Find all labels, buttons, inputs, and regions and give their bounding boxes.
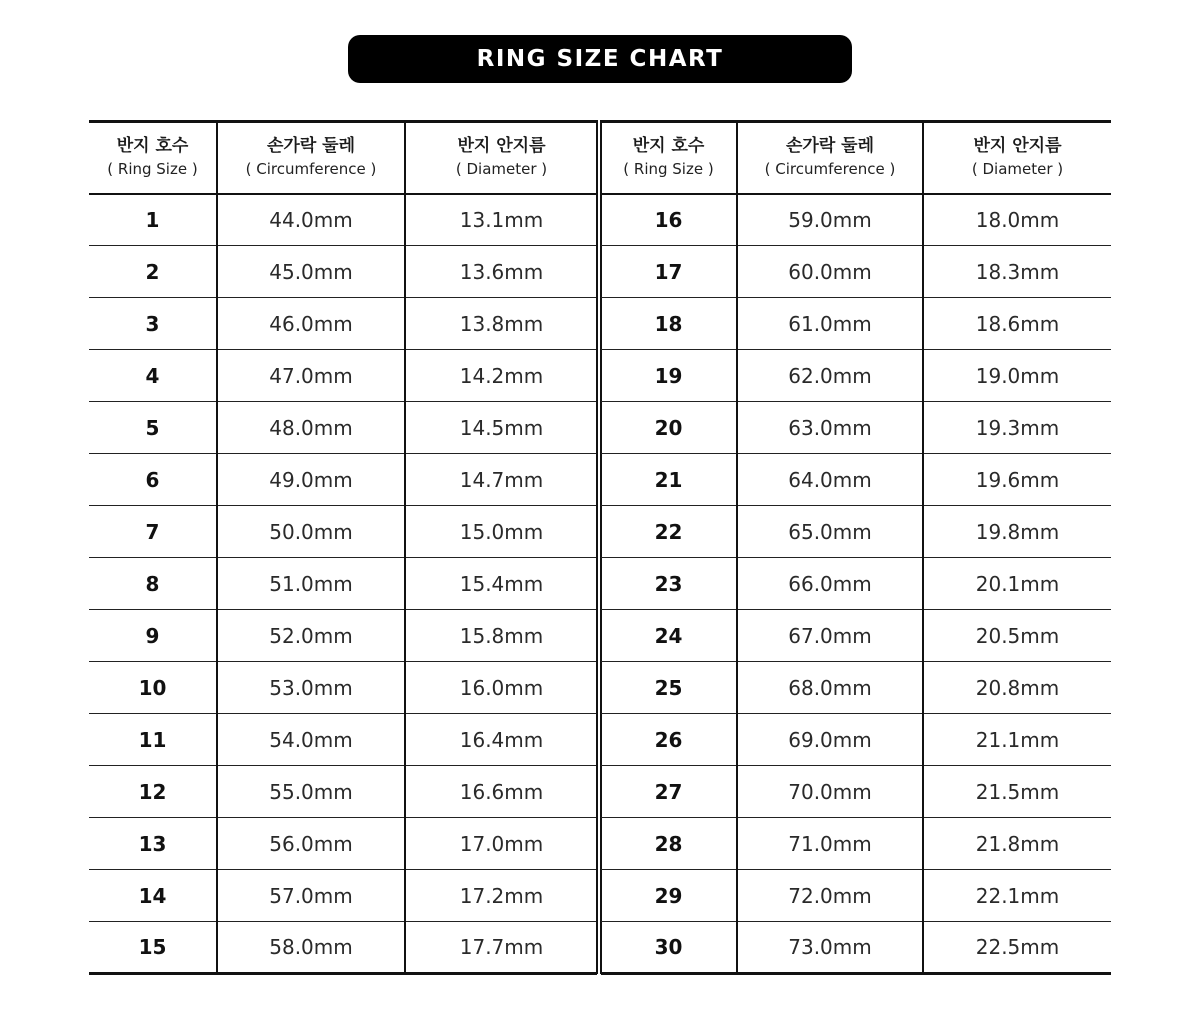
ring-size-cell: 19 xyxy=(601,350,737,402)
diameter-cell: 21.8mm xyxy=(923,818,1111,870)
table-row xyxy=(89,870,597,922)
table-row xyxy=(89,194,597,246)
header-ring-size xyxy=(89,122,217,194)
header-label-ko: 반지 안지름 xyxy=(457,135,546,156)
header-label-ko: 반지 안지름 xyxy=(973,135,1062,156)
table-row xyxy=(601,818,1111,870)
ring-size-cell: 11 xyxy=(89,714,217,766)
diameter-cell: 19.8mm xyxy=(923,506,1111,558)
header-circumference xyxy=(217,122,405,194)
header-label-en: ( Ring Size ) xyxy=(107,159,198,178)
table-row xyxy=(89,558,597,610)
circumference-cell: 62.0mm xyxy=(737,350,923,402)
table-row xyxy=(89,818,597,870)
diameter-cell: 18.6mm xyxy=(923,298,1111,350)
circumference-cell: 59.0mm xyxy=(737,194,923,246)
diameter-cell: 13.8mm xyxy=(405,298,597,350)
diameter-cell: 16.4mm xyxy=(405,714,597,766)
table-row xyxy=(89,922,597,974)
ring-size-cell: 3 xyxy=(89,298,217,350)
table-row xyxy=(89,506,597,558)
circumference-cell: 67.0mm xyxy=(737,610,923,662)
table-row xyxy=(601,454,1111,506)
circumference-cell: 63.0mm xyxy=(737,402,923,454)
circumference-cell: 70.0mm xyxy=(737,766,923,818)
circumference-cell: 60.0mm xyxy=(737,246,923,298)
diameter-cell: 17.7mm xyxy=(405,922,597,974)
ring-size-cell: 10 xyxy=(89,662,217,714)
ring-size-cell: 7 xyxy=(89,506,217,558)
circumference-cell: 57.0mm xyxy=(217,870,405,922)
header-ring-size xyxy=(601,122,737,194)
circumference-cell: 65.0mm xyxy=(737,506,923,558)
page-title: RING SIZE CHART xyxy=(348,35,852,83)
table-row xyxy=(89,610,597,662)
ring-size-cell: 9 xyxy=(89,610,217,662)
circumference-cell: 50.0mm xyxy=(217,506,405,558)
table-row xyxy=(601,350,1111,402)
ring-size-table-left xyxy=(89,120,597,975)
size-table-1-15 xyxy=(89,120,597,975)
diameter-cell: 16.6mm xyxy=(405,766,597,818)
diameter-cell: 15.0mm xyxy=(405,506,597,558)
diameter-cell: 22.1mm xyxy=(923,870,1111,922)
header-label-ko: 반지 호수 xyxy=(632,135,705,156)
table-row xyxy=(89,454,597,506)
ring-size-cell: 18 xyxy=(601,298,737,350)
table-row xyxy=(89,714,597,766)
table-row xyxy=(601,662,1111,714)
header-label-en: ( Circumference ) xyxy=(245,159,377,178)
circumference-cell: 69.0mm xyxy=(737,714,923,766)
ring-size-cell: 27 xyxy=(601,766,737,818)
ring-size-cell: 20 xyxy=(601,402,737,454)
diameter-cell: 14.2mm xyxy=(405,350,597,402)
ring-size-cell: 2 xyxy=(89,246,217,298)
circumference-cell: 72.0mm xyxy=(737,870,923,922)
ring-size-cell: 15 xyxy=(89,922,217,974)
table-row xyxy=(89,350,597,402)
circumference-cell: 64.0mm xyxy=(737,454,923,506)
table-row xyxy=(601,922,1111,974)
table-row xyxy=(89,246,597,298)
ring-size-cell: 28 xyxy=(601,818,737,870)
header-label-en: ( Ring Size ) xyxy=(623,159,714,178)
header-row xyxy=(89,122,597,194)
ring-size-cell: 6 xyxy=(89,454,217,506)
size-table-16-30 xyxy=(601,120,1111,975)
diameter-cell: 14.5mm xyxy=(405,402,597,454)
circumference-cell: 58.0mm xyxy=(217,922,405,974)
diameter-cell: 18.3mm xyxy=(923,246,1111,298)
diameter-cell: 18.0mm xyxy=(923,194,1111,246)
header-label-en: ( Diameter ) xyxy=(455,159,548,178)
header-diameter xyxy=(923,122,1111,194)
diameter-cell: 16.0mm xyxy=(405,662,597,714)
header-label-ko: 손가락 둘레 xyxy=(266,135,356,156)
diameter-cell: 13.6mm xyxy=(405,246,597,298)
circumference-cell: 45.0mm xyxy=(217,246,405,298)
header-label-en: ( Circumference ) xyxy=(764,159,896,178)
diameter-cell: 19.6mm xyxy=(923,454,1111,506)
ring-size-cell: 1 xyxy=(89,194,217,246)
ring-size-cell: 25 xyxy=(601,662,737,714)
diameter-cell: 20.1mm xyxy=(923,558,1111,610)
circumference-cell: 52.0mm xyxy=(217,610,405,662)
diameter-cell: 20.8mm xyxy=(923,662,1111,714)
diameter-cell: 13.1mm xyxy=(405,194,597,246)
table-row xyxy=(601,194,1111,246)
circumference-cell: 55.0mm xyxy=(217,766,405,818)
ring-size-cell: 29 xyxy=(601,870,737,922)
ring-size-cell: 26 xyxy=(601,714,737,766)
circumference-cell: 49.0mm xyxy=(217,454,405,506)
ring-size-cell: 24 xyxy=(601,610,737,662)
diameter-cell: 15.8mm xyxy=(405,610,597,662)
diameter-cell: 19.0mm xyxy=(923,350,1111,402)
ring-size-cell: 21 xyxy=(601,454,737,506)
diameter-cell: 15.4mm xyxy=(405,558,597,610)
header-circumference xyxy=(737,122,923,194)
diameter-cell: 21.5mm xyxy=(923,766,1111,818)
circumference-cell: 56.0mm xyxy=(217,818,405,870)
circumference-cell: 68.0mm xyxy=(737,662,923,714)
diameter-cell: 17.0mm xyxy=(405,818,597,870)
circumference-cell: 46.0mm xyxy=(217,298,405,350)
diameter-cell: 20.5mm xyxy=(923,610,1111,662)
ring-size-cell: 23 xyxy=(601,558,737,610)
table-row xyxy=(89,766,597,818)
header-row xyxy=(601,122,1111,194)
diameter-cell: 17.2mm xyxy=(405,870,597,922)
ring-size-cell: 4 xyxy=(89,350,217,402)
circumference-cell: 47.0mm xyxy=(217,350,405,402)
header-label-ko: 반지 호수 xyxy=(116,135,189,156)
table-row xyxy=(601,714,1111,766)
circumference-cell: 61.0mm xyxy=(737,298,923,350)
diameter-cell: 22.5mm xyxy=(923,922,1111,974)
ring-size-cell: 13 xyxy=(89,818,217,870)
circumference-cell: 73.0mm xyxy=(737,922,923,974)
circumference-cell: 51.0mm xyxy=(217,558,405,610)
table-row xyxy=(601,298,1111,350)
table-body xyxy=(89,194,597,974)
header-label-en: ( Diameter ) xyxy=(971,159,1064,178)
table-row xyxy=(89,402,597,454)
table-body xyxy=(601,194,1111,974)
ring-size-cell: 14 xyxy=(89,870,217,922)
ring-size-cell: 22 xyxy=(601,506,737,558)
circumference-cell: 48.0mm xyxy=(217,402,405,454)
circumference-cell: 66.0mm xyxy=(737,558,923,610)
ring-size-cell: 30 xyxy=(601,922,737,974)
table-row xyxy=(89,298,597,350)
ring-size-cell: 12 xyxy=(89,766,217,818)
circumference-cell: 53.0mm xyxy=(217,662,405,714)
ring-size-cell: 17 xyxy=(601,246,737,298)
circumference-cell: 54.0mm xyxy=(217,714,405,766)
diameter-cell: 19.3mm xyxy=(923,402,1111,454)
table-row xyxy=(601,870,1111,922)
table-row xyxy=(601,506,1111,558)
header-diameter xyxy=(405,122,597,194)
table-row xyxy=(601,558,1111,610)
ring-size-cell: 8 xyxy=(89,558,217,610)
circumference-cell: 71.0mm xyxy=(737,818,923,870)
ring-size-cell: 5 xyxy=(89,402,217,454)
table-row xyxy=(601,246,1111,298)
ring-size-cell: 16 xyxy=(601,194,737,246)
table-row xyxy=(601,402,1111,454)
diameter-cell: 14.7mm xyxy=(405,454,597,506)
circumference-cell: 44.0mm xyxy=(217,194,405,246)
diameter-cell: 21.1mm xyxy=(923,714,1111,766)
table-row xyxy=(89,662,597,714)
ring-size-table-right xyxy=(601,120,1111,975)
table-row xyxy=(601,610,1111,662)
header-label-ko: 손가락 둘레 xyxy=(785,135,875,156)
table-row xyxy=(601,766,1111,818)
